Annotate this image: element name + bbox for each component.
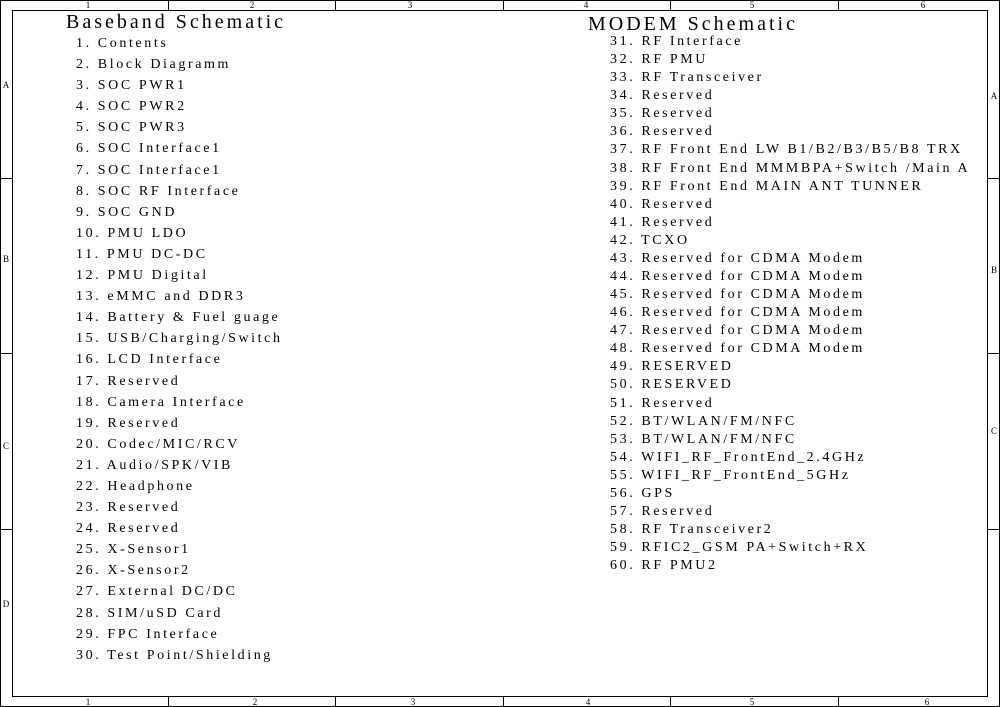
column-label-top-1: 1 (85, 0, 91, 10)
column-label-bottom-1: 1 (85, 697, 91, 707)
modem-contents-item: 48. Reserved for CDMA Modem (610, 341, 865, 357)
row-label-right-c: C (990, 426, 997, 436)
row-label-left-b: B (2, 254, 9, 264)
baseband-contents-item: 20. Codec/MIC/RCV (76, 436, 240, 452)
baseband-contents-item: 11. PMU DC-DC (76, 246, 208, 262)
modem-contents-item: 51. Reserved (610, 395, 715, 411)
modem-contents-item: 39. RF Front End MAIN ANT TUNNER (610, 178, 924, 194)
modem-contents-list (610, 33, 970, 575)
modem-contents-item: 60. RF PMU2 (610, 558, 718, 574)
baseband-contents-item: 4. SOC PWR2 (76, 99, 187, 115)
row-label-right-a: A (990, 91, 998, 101)
column-label-bottom-3: 3 (410, 697, 416, 707)
modem-contents-item: 54. WIFI_RF_FrontEnd_2.4GHz (610, 449, 867, 465)
baseband-contents-item: 22. Headphone (76, 478, 195, 494)
modem-contents-item: 58. RF Transceiver2 (610, 522, 774, 538)
column-label-top-4: 4 (583, 0, 589, 10)
column-label-bottom-6: 6 (924, 697, 930, 707)
modem-contents-item: 47. Reserved for CDMA Modem (610, 323, 865, 339)
modem-contents-item: 45. Reserved for CDMA Modem (610, 287, 865, 303)
column-label-top-6: 6 (920, 0, 926, 10)
baseband-contents-item: 7. SOC Interface1 (76, 162, 222, 178)
column-label-bottom-2: 2 (252, 697, 258, 707)
baseband-contents-item: 24. Reserved (76, 521, 181, 537)
baseband-contents-item: 17. Reserved (76, 373, 181, 389)
modem-contents-item: 34. Reserved (610, 88, 715, 104)
baseband-contents-item: 2. Block Diagramm (76, 57, 232, 73)
baseband-contents-item: 29. FPC Interface (76, 626, 220, 642)
row-label-left-d: D (2, 599, 10, 609)
modem-contents-item: 36. Reserved (610, 124, 715, 140)
baseband-contents-item: 1. Contents (76, 36, 169, 51)
row-label-right-b: B (990, 265, 997, 275)
modem-contents-item: 56. GPS (610, 485, 675, 501)
baseband-contents-item: 25. X-Sensor1 (76, 542, 191, 558)
baseband-contents-item: 8. SOC RF Interface (76, 183, 241, 199)
column-label-bottom-5: 5 (749, 697, 755, 707)
column-label-bottom-4: 4 (585, 697, 591, 707)
modem-contents-item: 50. RESERVED (610, 377, 734, 393)
baseband-contents-item: 14. Battery & Fuel guage (76, 310, 281, 326)
baseband-contents-item: 10. PMU LDO (76, 225, 189, 241)
column-label-top-3: 3 (407, 0, 413, 10)
modem-contents-item: 55. WIFI_RF_FrontEnd_5GHz (610, 467, 851, 483)
baseband-contents-item: 30. Test Point/Shielding (76, 647, 273, 663)
modem-contents-item: 46. Reserved for CDMA Modem (610, 305, 865, 321)
modem-contents-item: 49. RESERVED (610, 359, 734, 375)
modem-contents-item: 57. Reserved (610, 504, 715, 520)
modem-contents-item: 41. Reserved (610, 214, 715, 230)
baseband-contents-item: 23. Reserved (76, 500, 181, 516)
column-label-top-5: 5 (749, 0, 755, 10)
baseband-contents-item: 6. SOC Interface1 (76, 141, 222, 157)
modem-contents-item: 59. RFIC2_GSM PA+Switch+RX (610, 540, 869, 556)
row-label-left-c: C (2, 441, 9, 451)
modem-contents-item: 33. RF Transceiver (610, 70, 764, 86)
baseband-contents-item: 15. USB/Charging/Switch (76, 331, 283, 347)
modem-contents-item: 44. Reserved for CDMA Modem (610, 269, 865, 285)
modem-contents-item: 52. BT/WLAN/FM/NFC (610, 413, 797, 429)
baseband-contents-item: 13. eMMC and DDR3 (76, 289, 246, 305)
column-label-top-2: 2 (249, 0, 255, 10)
baseband-contents-item: 28. SIM/uSD Card (76, 605, 223, 621)
baseband-contents-item: 5. SOC PWR3 (76, 120, 187, 136)
baseband-title: Baseband Schematic (66, 11, 287, 33)
modem-contents-item: 42. TCXO (610, 232, 690, 248)
modem-contents-item: 38. RF Front End MMMBPA+Switch /Main A (610, 160, 971, 176)
modem-contents-item: 32. RF PMU (610, 52, 708, 68)
modem-contents-item: 53. BT/WLAN/FM/NFC (610, 431, 797, 447)
modem-contents-item: 40. Reserved (610, 196, 715, 212)
baseband-contents-item: 12. PMU Digital (76, 268, 209, 284)
modem-contents-item: 43. Reserved for CDMA Modem (610, 250, 865, 266)
modem-contents-item: 35. Reserved (610, 106, 715, 122)
row-label-left-a: A (2, 80, 10, 90)
baseband-contents-item: 19. Reserved (76, 415, 181, 431)
baseband-contents-item: 18. Camera Interface (76, 394, 246, 410)
baseband-contents-list (76, 33, 283, 666)
modem-title: MODEM Schematic (588, 13, 798, 35)
baseband-contents-item: 16. LCD Interface (76, 352, 223, 368)
baseband-contents-item: 26. X-Sensor2 (76, 563, 191, 579)
baseband-contents-item: 27. External DC/DC (76, 584, 238, 600)
modem-contents-item: 37. RF Front End LW B1/B2/B3/B5/B8 TRX (610, 142, 963, 158)
modem-contents-item: 31. RF Interface (610, 34, 743, 49)
baseband-contents-item: 21. Audio/SPK/VIB (76, 457, 233, 473)
baseband-contents-item: 9. SOC GND (76, 204, 178, 220)
baseband-contents-item: 3. SOC PWR1 (76, 78, 187, 94)
